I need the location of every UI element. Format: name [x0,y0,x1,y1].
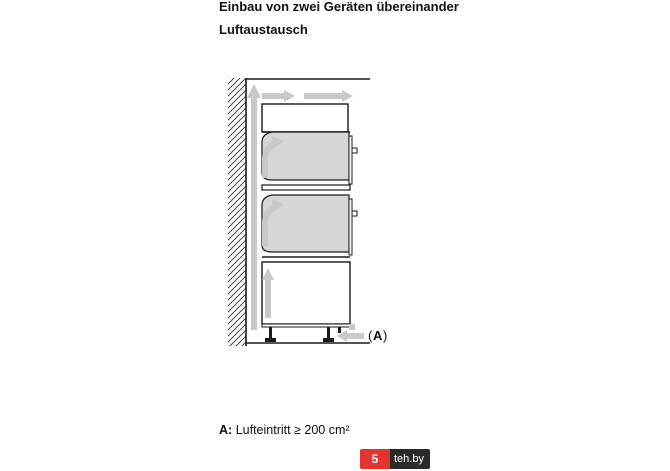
legend-caption [219,423,350,437]
callout-paren-open: ( [368,328,373,343]
cabinet-feet [265,327,341,342]
top-compartment [262,104,348,132]
callout-paren-close: ) [383,328,388,343]
wall-hatching [228,78,246,346]
base-cabinet [262,262,350,324]
upper-shelf [262,185,350,190]
callout-label-a: A [373,328,383,343]
watermark [360,449,430,469]
watermark-text: teh.by [390,449,430,469]
watermark-logo: 5 [360,449,390,469]
plinth [262,324,350,327]
section-title: Luftaustausch [219,22,308,37]
legend-text: Lufteintritt ≥ 200 cm² [235,423,350,437]
legend-key: A: [219,423,233,437]
page-title: Einbau von zwei Geräten übereinander [219,0,459,14]
